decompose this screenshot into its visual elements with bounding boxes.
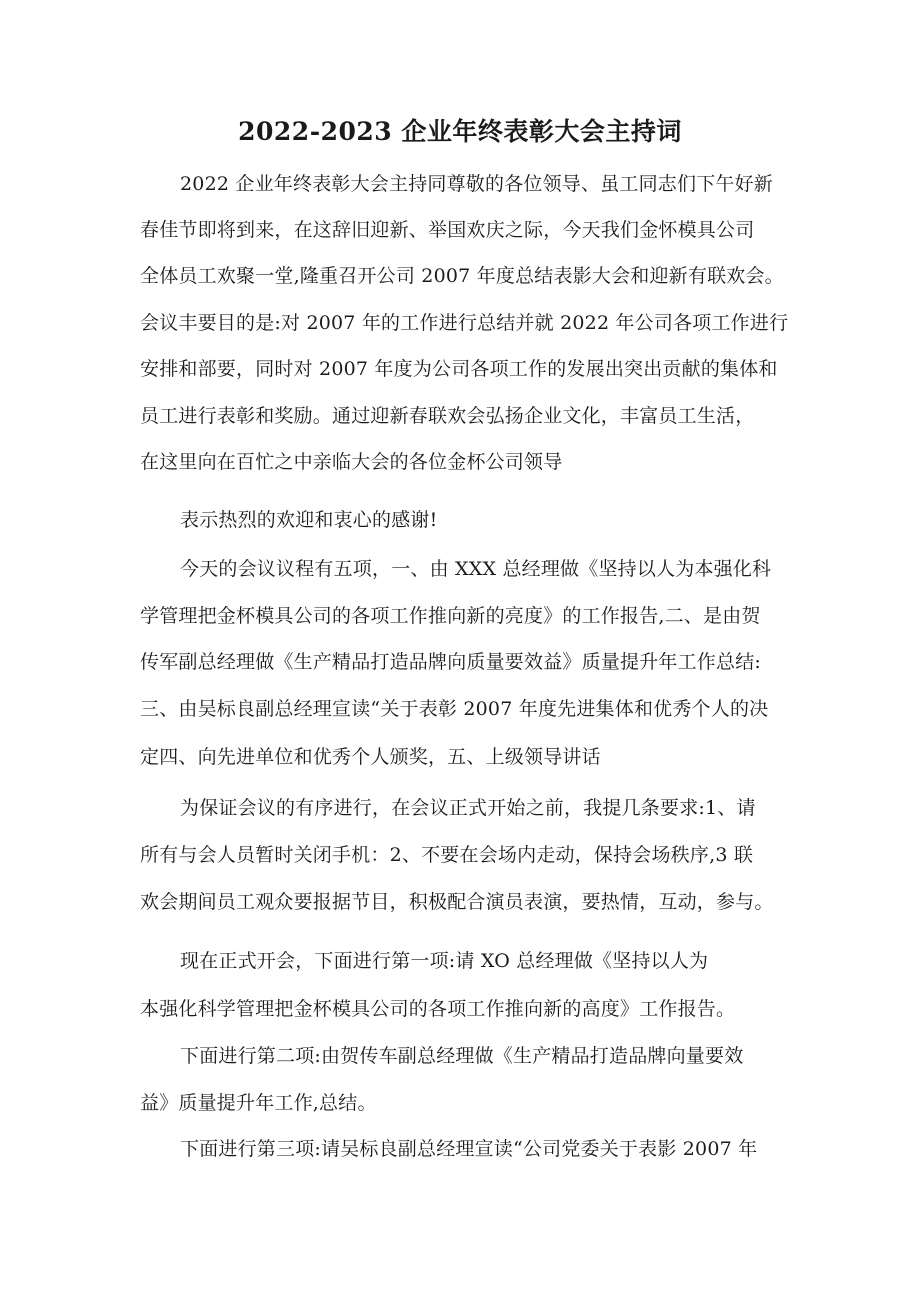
text-line: 2022 企业年终表彰大会主持同尊敬的各位领导、虽工同志们下午好新 <box>180 173 773 195</box>
text-line: 安排和部要，同时对 2007 年度为公司各项工作的发展出突出贡献的集体和 <box>140 358 778 380</box>
text-line: 为保证会议的有序进行，在会议正式开始之前，我提几条要求:1、请 <box>180 797 756 819</box>
text-line: 欢会期间员工观众要报据节目，积极配合演员表演，要热情，互动，参与。 <box>140 891 774 913</box>
text-line: 所有与会人员暂时关闭手机：2、不要在会场内走动，保持会场秩序,3 联 <box>140 844 754 866</box>
text-line: 下面进行第二项:由贺传车副总经理做《生产精品打造品牌向量要效 <box>180 1045 744 1067</box>
text-line: 在这里向在百忙之中亲临大会的各位金杯公司领导 <box>140 451 563 473</box>
text-line: 下面进行第三项:请吴标良副总经理宣读“公司党委关于表影 2007 年 <box>180 1138 758 1160</box>
document-title: 2022-2023 企业年终表彰大会主持词 <box>238 117 682 146</box>
text-line: 员工进行表彰和奖励。通过迎新春联欢会弘扬企业文化，丰富员工生活， <box>140 405 755 427</box>
text-line: 本强化科学管理把金杯模具公司的各项工作推向新的高度》工作报告。 <box>140 998 736 1020</box>
text-line: 春佳节即将到来，在这辞旧迎新、举国欢庆之际，今天我们金怀模具公司 <box>140 219 755 241</box>
text-line: 定四、向先进单位和优秀个人颁奖，五、上级领导讲话 <box>140 746 601 768</box>
text-line: 益》质量提升年工作,总结。 <box>140 1092 377 1114</box>
text-line: 今天的会议议程有五项，一、由 XXX 总经理做《坚持以人为本强化科 <box>180 558 772 580</box>
text-line: 三、由吴标良副总经理宣读“关于表彰 2007 年度先进集体和优秀个人的决 <box>140 698 769 720</box>
text-line: 全体员工欢聚一堂,隆重召开公司 2007 年度总结表影大会和迎新有联欢会。 <box>140 265 784 287</box>
text-line: 传军副总经理做《生产精品打造品牌向质量要效益》质量提升年工作总结: <box>140 651 762 673</box>
text-line: 表示热烈的欢迎和衷心的感谢! <box>180 509 438 531</box>
text-line: 会议丰要目的是:对 2007 年的工作进行总结并就 2022 年公司各项工作进行 <box>140 312 789 334</box>
text-line: 现在正式开会，下面进行第一项:请 XO 总经理做《坚持以人为 <box>180 950 709 972</box>
text-line: 学管理把金杯模具公司的各项工作推向新的亮度》的工作报告,二、是由贺 <box>140 605 761 627</box>
